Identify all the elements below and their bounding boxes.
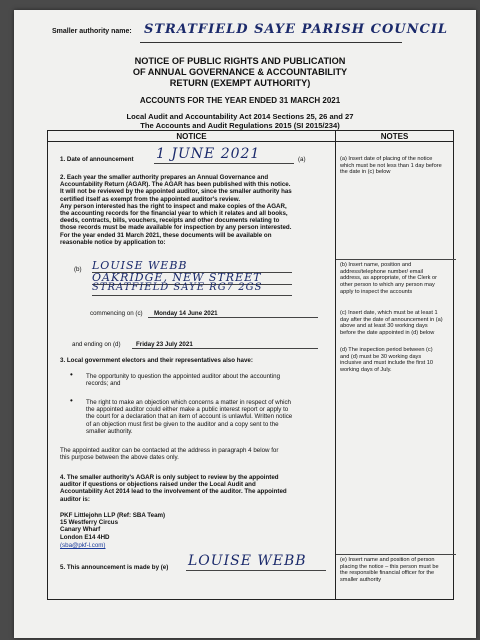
note-c-line: above and at least 30 working days — [340, 323, 428, 330]
title-line-3: RETURN (EXEMPT AUTHORITY) — [169, 78, 311, 88]
auditor-contact-note — [60, 447, 332, 461]
p2-line: Any person interested has the right to inspect and make copies of the AGAR, — [60, 202, 287, 210]
ref-a: (a) — [298, 156, 306, 163]
note-e — [340, 557, 452, 584]
p2-line: For the year ended 31 March 2021, these documents will be available on — [60, 231, 272, 239]
act-line-1: Local Audit and Accountability Act 2014 Sections 25, 26 and 27 — [126, 112, 354, 121]
note-d-line: (d) The inspection period between (c) — [340, 347, 433, 353]
act-line-2: The Accounts and Audit Regulations 2015 (SI 2015/234) — [140, 121, 340, 130]
p2-line: the accounting records for the financial year to which it relates and all books, — [60, 210, 288, 218]
p2-line: 2. Each year the smaller authority prepares an Annual Governance and — [60, 174, 269, 181]
authority-label: Smaller authority name: — [52, 28, 132, 35]
p2-line: deeds, contracts, bills, vouchers, receipts and other documents relating to — [60, 217, 280, 225]
date-of-announcement-value: 1 JUNE 2021 — [156, 146, 261, 162]
note-c-line: day after the date of announcement in (a) — [340, 316, 443, 323]
note-b-line: apply to inspect the accounts — [340, 288, 413, 295]
made-by-underline — [186, 570, 326, 571]
note-d-line: inclusive and must include the first 10 — [340, 360, 433, 367]
commencing-value: Monday 14 June 2021 — [154, 310, 218, 317]
p4-line: auditor if questions or objections raised under the Local Audit and — [60, 481, 256, 489]
authority-name: STRATFIELD SAYE PARISH COUNCIL — [144, 22, 449, 37]
paragraph-3-heading: 3. Local government electors and their representatives also have: — [60, 357, 253, 364]
authority-underline — [140, 42, 402, 43]
p2-line: those records must be made available for inspection by any person interested. — [60, 224, 292, 232]
notice-table — [47, 130, 454, 600]
p2-line: Accountability Return (AGAR). The AGAR has been published with this notice. — [60, 181, 291, 189]
auditor-line: PKF Littlejohn LLP (Ref: SBA Team) — [60, 512, 166, 519]
commencing-underline — [148, 317, 318, 318]
note-d-line: working days of July. — [340, 367, 392, 374]
contact-note-line: this purpose between the above dates only. — [60, 454, 179, 462]
note-e-line: placing the notice – this person must be — [340, 563, 439, 570]
commencing-label: commencing on (c) — [90, 310, 143, 317]
p4-line: 4. The smaller authority's AGAR is only subject to review by the appointed — [60, 474, 279, 481]
bullet-2-line: The right to make an objection which concerns a matter in respect of which — [86, 399, 291, 406]
bullet-2 — [86, 399, 331, 435]
auditor-line: 15 Westferry Circus — [60, 519, 119, 527]
notice-column-header: NOTICE — [48, 131, 336, 142]
legislation-reference — [60, 112, 420, 130]
note-b-line: address, as appropriate, of the Clerk or — [340, 275, 438, 282]
accounts-year: ACCOUNTS FOR THE YEAR ENDED 31 MARCH 2021 — [139, 96, 341, 105]
paragraph-4 — [60, 474, 332, 503]
date-of-announcement-label: 1. Date of announcement — [60, 156, 134, 163]
bullet-2-marker: • — [70, 396, 73, 405]
ending-underline — [132, 348, 318, 349]
title-line-2: OF ANNUAL GOVERNANCE & ACCOUNTABILITY — [132, 67, 348, 77]
bullet-1-marker: • — [70, 370, 73, 379]
note-b-line: other person to which any person may — [340, 282, 435, 289]
p2-line: reasonable notice by application to: — [60, 238, 166, 246]
contact-address-1: OAKRIDGE, NEW STREET — [92, 271, 262, 284]
auditor-line: Canary Wharf — [60, 526, 101, 534]
note-b — [340, 262, 452, 296]
note-e-line: smaller authority — [340, 577, 382, 584]
bullet-1-line: The opportunity to question the appointed auditor about the accounting — [86, 373, 281, 380]
note-d-line: and (d) must be 30 working days — [340, 353, 422, 360]
announcement-made-by-value: LOUISE WEBB — [188, 553, 307, 569]
note-b-line: (b) Insert name, position and — [340, 262, 412, 268]
contact-underline-3 — [92, 295, 292, 296]
paragraph-2 — [60, 174, 332, 246]
note-a-line: the date in (c) below — [340, 169, 391, 176]
note-e-line: the responsible financial officer for the — [340, 570, 435, 577]
notice-title — [80, 56, 400, 89]
bullet-2-line: smaller authority. — [86, 427, 133, 435]
auditor-email-link[interactable]: (sba@pkf-l.com) — [60, 542, 106, 549]
note-e-line: (e) Insert name and position of person — [340, 557, 435, 563]
note-d — [340, 347, 452, 374]
ending-label: and ending on (d) — [72, 341, 121, 348]
p2-line: certified itself as exempt from the appointed auditor's review. — [60, 195, 241, 203]
bullet-1-line: records; and — [86, 380, 121, 388]
contact-name: LOUISE WEBB — [92, 259, 188, 272]
date-underline — [154, 163, 294, 164]
note-c — [340, 310, 452, 337]
note-c-line: before the date appointed in (d) below — [340, 330, 435, 337]
note-a — [340, 156, 452, 176]
note-c-line: (c) Insert date, which must be at least 1 — [340, 310, 438, 316]
bullet-2-line: the appointed auditor could either make a public interest report or apply to — [86, 406, 289, 414]
bullet-2-line: of an objection must first be given to the auditor and a copy sent to the — [86, 420, 279, 428]
auditor-line: London E14 4HD — [60, 533, 110, 541]
title-line-1: NOTICE OF PUBLIC RIGHTS AND PUBLICATION — [134, 56, 346, 66]
notes-column-header: NOTES — [336, 131, 454, 142]
authority-row — [52, 22, 449, 37]
auditor-address — [60, 512, 165, 541]
note-b-line: address/telephone number/ email — [340, 268, 424, 275]
notes-column — [336, 142, 454, 600]
ref-b: (b) — [74, 266, 82, 273]
note-divider-2 — [336, 554, 456, 555]
ending-value: Friday 23 July 2021 — [136, 341, 193, 348]
p4-line: Accountability Act 2014 lead to the involvement of the auditor. The appointed — [60, 488, 287, 496]
note-a-line: which must be not less than 1 day before — [340, 162, 442, 169]
bullet-2-line: the court for a declaration that an item of account is unlawful. Written notice — [86, 413, 293, 421]
contact-address-2: STRATFIELD SAYE RG7 2GS — [92, 282, 263, 293]
note-a-line: (a) Insert date of placing of the notice — [340, 156, 433, 162]
announcement-made-by-label: 5. This announcement is made by (e) — [60, 564, 169, 571]
contact-note-line: The appointed auditor can be contacted at the address in paragraph 4 below for — [60, 447, 279, 454]
note-divider-1 — [336, 259, 456, 260]
notice-column — [48, 142, 336, 600]
bullet-1 — [86, 373, 331, 387]
p2-line: It will not be reviewed by the appointed auditor, since the smaller authority has — [60, 188, 292, 196]
p4-line: auditor is: — [60, 495, 90, 503]
